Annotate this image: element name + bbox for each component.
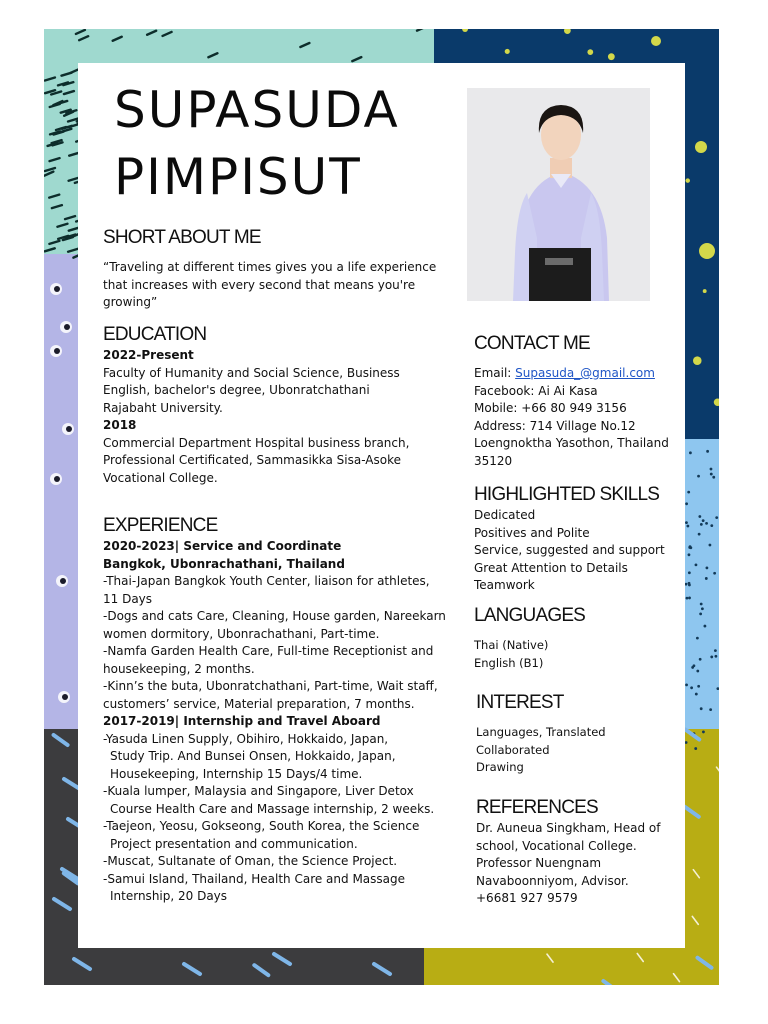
experience-line: -Muscat, Sultanate of Oman, the Science Project. [103,854,398,868]
experience-line: 11 Days [103,591,153,606]
experience-line: Study Trip. And Bunsei Onsen, Hokkaido, Japan, [110,749,396,763]
language-item: Thai (Native) [474,638,549,652]
experience-line: customers’ service, Material preparation, 7 months. [103,696,415,711]
heading-highlighted-skills: HIGHLIGHTED SKILLS [474,484,660,505]
experience-line: -Kuala lumper, Malaysia and Singapore, Liver Detox [103,784,414,798]
heading-languages: LANGUAGES [474,605,586,626]
education-year: 2022-Present [103,348,194,362]
education-line: English, bachelor's degree, Ubonratchathani [103,383,370,397]
experience-line: Internship, 20 Days [110,889,228,903]
skill-item: Great Attention to Details [474,560,628,575]
quote-line: that increases with every second that means you're [103,277,416,292]
education-year: 2018 [103,418,137,432]
experience-line: Project presentation and communication. [110,836,358,851]
education-line: Professional Certificated, Sammasikka Sisa-Asoke [103,453,401,467]
education-line: Commercial Department Hospital business branch, [103,435,410,450]
experience-title: 2017-2019| Internship and Travel Aboard [103,714,381,728]
contact-line: Facebook: Ai Ai Kasa [474,383,598,398]
experience-list [103,538,446,906]
experience-title: Bangkok, Ubonrachathani, Thailand [103,556,345,571]
experience-line: women dormitory, Ubonrachathani, Part-time. [103,626,380,641]
interest-item: Drawing [476,760,524,774]
experience-title: 2020-2023| Service and Coordinate [103,539,342,553]
email-link[interactable]: Supasuda_@gmail.com [515,366,655,380]
interest-item: Collaborated [476,742,550,757]
references-list [476,820,660,908]
contact-line: Address: 714 Village No.12 [474,418,636,433]
quote-line: “Traveling at different times gives you a life experience [103,260,437,274]
contact-line: Loengnoktha Yasothon, Thailand [474,436,669,450]
contact-line: Mobile: +66 80 949 3156 [474,401,627,415]
experience-line: -Taejeon, Yeosu, Gokseong, South Korea, the Science [103,819,420,833]
skills-list [474,507,665,595]
experience-line: -Samui Island, Thailand, Health Care and Massage [103,871,406,886]
reference-line: Navaboonniyom, Advisor. [476,873,629,888]
languages-list [474,637,548,672]
skill-item: Positives and Polite [474,525,590,540]
heading-experience: EXPERIENCE [103,515,218,536]
contact-line: 35120 [474,453,513,468]
interest-item: Languages, Translated [476,725,606,739]
interest-list [476,724,606,777]
heading-interest: INTEREST [476,692,564,713]
quote-line: growing” [103,295,158,309]
contact-info [474,365,669,470]
language-item: English (B1) [474,655,544,670]
experience-line: Housekeeping, Internship 15 Days/4 time. [110,766,363,781]
education-list [103,347,409,487]
experience-line: Course Health Care and Massage internship, 2 weeks. [110,801,435,816]
about-quote [103,259,436,312]
education-line: Rajabaht University. [103,400,223,415]
last-name: PIMPISUT [114,148,362,206]
reference-line: +6681 927 9579 [476,891,578,905]
reference-line: Professor Nuengnam [476,856,602,870]
education-line: Faculty of Humanity and Social Science, Business [103,365,400,380]
heading-references: REFERENCES [476,797,598,818]
experience-line: -Dogs and cats Care, Cleaning, House garden, Nareekarn [103,609,446,623]
skill-item: Dedicated [474,508,536,522]
email-label: Email: [474,366,516,380]
reference-line: Dr. Auneua Singkham, Head of [476,821,661,835]
first-name: SUPASUDA [114,81,400,139]
heading-contact-me: CONTACT ME [474,333,590,354]
experience-line: -Namfa Garden Health Care, Full-time Receptionist and [103,644,434,658]
heading-education: EDUCATION [103,324,207,345]
experience-line: -Thai-Japan Bangkok Youth Center, liaison for athletes, [103,574,430,588]
skill-item: Service, suggested and support [474,543,665,557]
experience-line: housekeeping, 2 months. [103,661,255,676]
education-line: Vocational College. [103,470,218,485]
reference-line: school, Vocational College. [476,838,637,853]
heading-short-about-me: SHORT ABOUT ME [103,227,261,248]
profile-photo [467,88,650,301]
experience-line: -Yasuda Linen Supply, Obihiro, Hokkaido, Japan, [103,731,389,746]
skill-item: Teamwork [474,578,535,592]
experience-line: -Kinn’s the buta, Ubonratchathani, Part-time, Wait staff, [103,679,438,693]
